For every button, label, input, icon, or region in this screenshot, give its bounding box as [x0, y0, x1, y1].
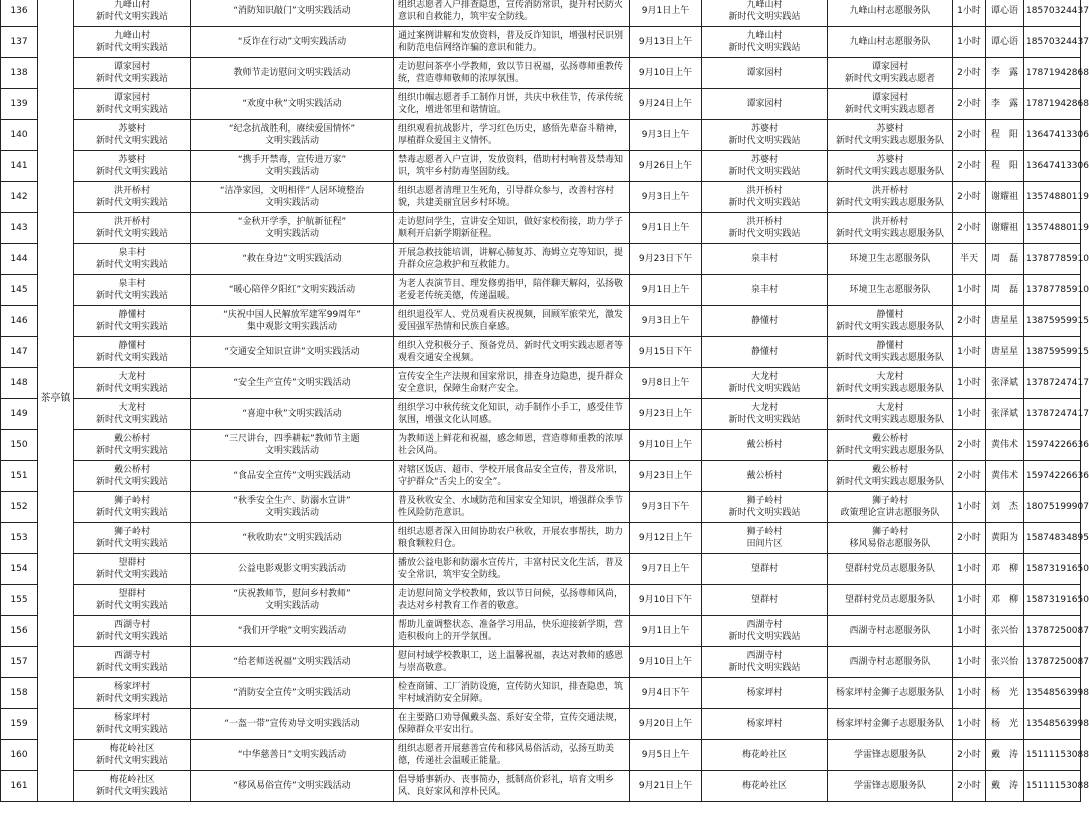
row-number-cell: 152 — [1, 492, 38, 523]
contact-person-cell: 黄伟术 — [986, 430, 1024, 461]
practice-site-cell: 梅花岭社区 新时代文明实践站 — [74, 771, 191, 802]
volunteer-team-cell: 大龙村 新时代文明实践志愿服务队 — [828, 399, 953, 430]
activity-time-cell: 9月4日下午 — [630, 678, 702, 709]
phone-cell: 18570324437 — [1024, 27, 1081, 58]
activity-name-cell: “欢度中秋”文明实践活动 — [191, 89, 394, 120]
table-row — [1, 616, 1081, 647]
phone-cell: 15974226636 — [1024, 430, 1081, 461]
contact-person-cell: 唐星星 — [986, 337, 1024, 368]
duration-cell: 2小时 — [953, 740, 986, 771]
activity-place-cell: 西湖寺村 新时代文明实践站 — [702, 647, 828, 678]
activity-name-cell: “庆祝教师节，慰问乡村教师” 文明实践活动 — [191, 585, 394, 616]
activity-place-cell: 西湖寺村 新时代文明实践站 — [702, 616, 828, 647]
phone-cell: 17871942868 — [1024, 58, 1081, 89]
volunteer-team-cell: 杨家坪村金狮子志愿服务队 — [828, 678, 953, 709]
contact-person-cell: 程 阳 — [986, 151, 1024, 182]
row-number-cell: 160 — [1, 740, 38, 771]
phone-cell: 13574880119 — [1024, 182, 1081, 213]
volunteer-team-cell: 环境卫生志愿服务队 — [828, 244, 953, 275]
volunteer-team-cell: 苏婆村 新时代文明实践志愿服务队 — [828, 151, 953, 182]
activity-content-cell: 为老人表演节目、理发修剪指甲，陪伴聊天解闷，弘扬敬老爱老传统美德，传递温暖。 — [394, 275, 630, 306]
duration-cell: 1小时 — [953, 554, 986, 585]
phone-cell: 13787785910 — [1024, 275, 1081, 306]
table-row — [1, 244, 1081, 275]
activity-content-cell: 检查商铺、工厂消防设施，宣传防火知识，排查隐患，筑牢村域消防安全屏障。 — [394, 678, 630, 709]
duration-cell: 1小时 — [953, 27, 986, 58]
activity-time-cell: 9月24日上午 — [630, 89, 702, 120]
phone-cell: 13875959915 — [1024, 337, 1081, 368]
contact-person-cell: 周 磊 — [986, 275, 1024, 306]
contact-person-cell: 刘 杰 — [986, 492, 1024, 523]
practice-site-cell: 九峰山村 新时代文明实践站 — [74, 0, 191, 27]
contact-person-cell: 张兴怡 — [986, 616, 1024, 647]
activity-content-cell: 走访慰问茶亭小学教师，致以节日祝福，弘扬尊师重教传统，营造尊师敬师的浓厚氛围。 — [394, 58, 630, 89]
activity-content-cell: 组织入党积极分子、预备党员、新时代文明实践志愿者等观看交通安全视频。 — [394, 337, 630, 368]
activity-name-cell: “三尺讲台，四季耕耘”教师节主题 文明实践活动 — [191, 430, 394, 461]
table-row — [1, 771, 1081, 802]
contact-person-cell: 唐星星 — [986, 306, 1024, 337]
activity-content-cell: 开展急救技能培训，讲解心肺复苏、海姆立克等知识，提升群众应急救护和互救能力。 — [394, 244, 630, 275]
activity-name-cell: “携手开禁毒，宣传进万家” 文明实践活动 — [191, 151, 394, 182]
table-row — [1, 585, 1081, 616]
row-number-cell: 149 — [1, 399, 38, 430]
phone-cell: 13787250087 — [1024, 647, 1081, 678]
row-number-cell: 147 — [1, 337, 38, 368]
activity-place-cell: 望群村 — [702, 554, 828, 585]
phone-cell: 13787250087 — [1024, 616, 1081, 647]
contact-person-cell: 戴 涛 — [986, 771, 1024, 802]
duration-cell: 2小时 — [953, 461, 986, 492]
activity-content-cell: 帮助儿童调整状态、准备学习用品，快乐迎接新学期，营造积极向上的开学氛围。 — [394, 616, 630, 647]
activity-content-cell: 组织巾帼志愿者手工制作月饼，共庆中秋佳节，传承传统文化，增进邻里和谐情谊。 — [394, 89, 630, 120]
volunteer-team-cell: 谭家园村 新时代文明实践志愿者 — [828, 89, 953, 120]
table-row — [1, 461, 1081, 492]
row-number-cell: 142 — [1, 182, 38, 213]
contact-person-cell: 谭心语 — [986, 0, 1024, 27]
duration-cell: 2小时 — [953, 430, 986, 461]
activity-content-cell: 组织志愿者深入田间协助农户秋收，开展农事帮扶，助力粮食颗粒归仓。 — [394, 523, 630, 554]
activity-time-cell: 9月20日上午 — [630, 709, 702, 740]
phone-cell: 13787247417 — [1024, 368, 1081, 399]
phone-cell: 13548563998 — [1024, 678, 1081, 709]
activity-name-cell: 教师节走访慰问文明实践活动 — [191, 58, 394, 89]
contact-person-cell: 周 磊 — [986, 244, 1024, 275]
table-row — [1, 647, 1081, 678]
activity-place-cell: 苏婆村 新时代文明实践站 — [702, 120, 828, 151]
activity-place-cell: 杨家坪村 — [702, 709, 828, 740]
phone-cell: 13548563998 — [1024, 709, 1081, 740]
contact-person-cell: 戴 涛 — [986, 740, 1024, 771]
activity-content-cell: 普及秋收安全、水域防范和国家安全知识，增强群众季节性风险防范意识。 — [394, 492, 630, 523]
activity-name-cell: “庆祝中国人民解放军建军99周年” 集中观影文明实践活动 — [191, 306, 394, 337]
practice-site-cell: 泉丰村 新时代文明实践站 — [74, 275, 191, 306]
activity-content-cell: 走访慰问学生，宣讲安全知识，做好家校衔接，助力学子顺利开启新学期新征程。 — [394, 213, 630, 244]
duration-cell: 1小时 — [953, 337, 986, 368]
activity-name-cell: 公益电影观影文明实践活动 — [191, 554, 394, 585]
table-row — [1, 678, 1081, 709]
contact-person-cell: 李 露 — [986, 58, 1024, 89]
table-row — [1, 337, 1081, 368]
row-number-cell: 138 — [1, 58, 38, 89]
activity-content-cell: 播放公益电影和防溺水宣传片，丰富村民文化生活，普及安全常识，筑牢安全防线。 — [394, 554, 630, 585]
activity-time-cell: 9月3日上午 — [630, 120, 702, 151]
duration-cell: 2小时 — [953, 120, 986, 151]
activity-content-cell: 组织学习中秋传统文化知识，动手制作小手工，感受佳节氛围，增强文化认同感。 — [394, 399, 630, 430]
duration-cell: 1小时 — [953, 585, 986, 616]
town-name-cell: 茶亭镇 — [38, 0, 74, 802]
phone-cell: 15873191650 — [1024, 554, 1081, 585]
activity-name-cell: “喜迎中秋”文明实践活动 — [191, 399, 394, 430]
practice-site-cell: 狮子岭村 新时代文明实践站 — [74, 523, 191, 554]
activity-time-cell: 9月7日上午 — [630, 554, 702, 585]
activity-place-cell: 梅花岭社区 — [702, 771, 828, 802]
activity-time-cell: 9月10日下午 — [630, 585, 702, 616]
phone-cell: 13574880119 — [1024, 213, 1081, 244]
activity-name-cell: “安全生产宣传”文明实践活动 — [191, 368, 394, 399]
duration-cell: 1小时 — [953, 399, 986, 430]
table-row — [1, 306, 1081, 337]
table-row — [1, 120, 1081, 151]
activity-name-cell: “一盔一带”宣传劝导文明实践活动 — [191, 709, 394, 740]
volunteer-team-cell: 苏婆村 新时代文明实践志愿服务队 — [828, 120, 953, 151]
activity-place-cell: 梅花岭社区 — [702, 740, 828, 771]
activity-name-cell: “消防知识敲门”文明实践活动 — [191, 0, 394, 27]
activity-place-cell: 戴公桥村 — [702, 430, 828, 461]
phone-cell: 13647413306 — [1024, 120, 1081, 151]
volunteer-team-cell: 环境卫生志愿服务队 — [828, 275, 953, 306]
contact-person-cell: 邓 柳 — [986, 554, 1024, 585]
contact-person-cell: 黄伟术 — [986, 461, 1024, 492]
activity-content-cell: 在主要路口劝导佩戴头盔、系好安全带，宣传交通法规，保障群众平安出行。 — [394, 709, 630, 740]
activity-place-cell: 泉丰村 — [702, 244, 828, 275]
activity-name-cell: “我们开学啦”文明实践活动 — [191, 616, 394, 647]
activity-place-cell: 戴公桥村 — [702, 461, 828, 492]
activity-time-cell: 9月3日下午 — [630, 492, 702, 523]
practice-site-cell: 望群村 新时代文明实践站 — [74, 585, 191, 616]
row-number-cell: 141 — [1, 151, 38, 182]
activity-name-cell: “给老师送祝福”文明实践活动 — [191, 647, 394, 678]
volunteer-team-cell: 望群村党员志愿服务队 — [828, 554, 953, 585]
duration-cell: 1小时 — [953, 0, 986, 27]
practice-site-cell: 静懂村 新时代文明实践站 — [74, 306, 191, 337]
volunteer-team-cell: 狮子岭村 移风易俗志愿服务队 — [828, 523, 953, 554]
activity-name-cell: “洁净家园，文明相伴”人居环境整治 文明实践活动 — [191, 182, 394, 213]
activity-time-cell: 9月23日上午 — [630, 399, 702, 430]
volunteer-team-cell: 静懂村 新时代文明实践志愿服务队 — [828, 306, 953, 337]
duration-cell: 1小时 — [953, 275, 986, 306]
phone-cell: 17871942868 — [1024, 89, 1081, 120]
activity-place-cell: 谭家园村 — [702, 89, 828, 120]
contact-person-cell: 张泽斌 — [986, 368, 1024, 399]
activity-content-cell: 通过案例讲解和发放资料，普及反诈知识，增强村民识别和防范电信网络诈骗的意识和能力。 — [394, 27, 630, 58]
phone-cell: 13787247417 — [1024, 399, 1081, 430]
row-number-cell: 157 — [1, 647, 38, 678]
practice-site-cell: 苏婆村 新时代文明实践站 — [74, 151, 191, 182]
activity-place-cell: 洪开桥村 新时代文明实践站 — [702, 182, 828, 213]
activity-content-cell: 组织志愿者开展慈善宣传和移风易俗活动，弘扬互助美德，传递社会温暖正能量。 — [394, 740, 630, 771]
practice-site-cell: 洪开桥村 新时代文明实践站 — [74, 213, 191, 244]
row-number-cell: 159 — [1, 709, 38, 740]
activity-name-cell: “交通安全知识宣讲”文明实践活动 — [191, 337, 394, 368]
activity-content-cell: 走访慰问简文学校教师，致以节日问候，弘扬尊师风尚，表达对乡村教育工作者的敬意。 — [394, 585, 630, 616]
contact-person-cell: 杨 光 — [986, 678, 1024, 709]
table-row — [1, 399, 1081, 430]
row-number-cell: 161 — [1, 771, 38, 802]
duration-cell: 2小时 — [953, 306, 986, 337]
table-row — [1, 430, 1081, 461]
activity-content-cell: 对辖区饭店、超市、学校开展食品安全宣传，普及常识，守护群众“舌尖上的安全”。 — [394, 461, 630, 492]
activity-content-cell: 宣传安全生产法规和国家常识，排查身边隐患，提升群众安全意识，保障生命财产安全。 — [394, 368, 630, 399]
activity-place-cell: 狮子岭村 田间片区 — [702, 523, 828, 554]
row-number-cell: 143 — [1, 213, 38, 244]
volunteer-team-cell: 谭家园村 新时代文明实践志愿者 — [828, 58, 953, 89]
phone-cell: 15111153088 — [1024, 771, 1081, 802]
phone-cell: 13647413306 — [1024, 151, 1081, 182]
table-row — [1, 275, 1081, 306]
row-number-cell: 139 — [1, 89, 38, 120]
activity-name-cell: “秋收助农”文明实践活动 — [191, 523, 394, 554]
duration-cell: 半天 — [953, 244, 986, 275]
activity-place-cell: 谭家园村 — [702, 58, 828, 89]
phone-cell: 15874834895 — [1024, 523, 1081, 554]
activity-place-cell: 杨家坪村 — [702, 678, 828, 709]
table-body — [1, 0, 1089, 802]
duration-cell: 1小时 — [953, 709, 986, 740]
phone-cell: 13787785910 — [1024, 244, 1081, 275]
activity-place-cell: 静懂村 — [702, 337, 828, 368]
practice-site-cell: 苏婆村 新时代文明实践站 — [74, 120, 191, 151]
practice-site-cell: 杨家坪村 新时代文明实践站 — [74, 678, 191, 709]
activity-name-cell: “金秋开学季，护航新征程” 文明实践活动 — [191, 213, 394, 244]
practice-site-cell: 杨家坪村 新时代文明实践站 — [74, 709, 191, 740]
activity-name-cell: “纪念抗战胜利，赓续爱国情怀” 文明实践活动 — [191, 120, 394, 151]
activity-place-cell: 望群村 — [702, 585, 828, 616]
row-number-cell: 144 — [1, 244, 38, 275]
row-number-cell: 154 — [1, 554, 38, 585]
activity-name-cell: “食品安全宣传”文明实践活动 — [191, 461, 394, 492]
activity-time-cell: 9月5日上午 — [630, 740, 702, 771]
practice-site-cell: 梅花岭社区 新时代文明实践站 — [74, 740, 191, 771]
activity-content-cell: 组织退役军人、党员观看庆祝视频，回顾军旅荣光，激发爱国强军热情和民族自豪感。 — [394, 306, 630, 337]
row-number-cell: 151 — [1, 461, 38, 492]
activity-name-cell: “反诈在行动”文明实践活动 — [191, 27, 394, 58]
row-number-cell: 155 — [1, 585, 38, 616]
contact-person-cell: 杨 光 — [986, 709, 1024, 740]
practice-site-cell: 静懂村 新时代文明实践站 — [74, 337, 191, 368]
phone-cell: 18075199907 — [1024, 492, 1081, 523]
duration-cell: 2小时 — [953, 58, 986, 89]
row-number-cell: 140 — [1, 120, 38, 151]
practice-site-cell: 狮子岭村 新时代文明实践站 — [74, 492, 191, 523]
duration-cell: 2小时 — [953, 151, 986, 182]
table-row — [1, 492, 1081, 523]
row-number-cell: 136 — [1, 0, 38, 27]
table-row — [1, 213, 1081, 244]
contact-person-cell: 谢耀祖 — [986, 182, 1024, 213]
activity-time-cell: 9月1日上午 — [630, 0, 702, 27]
practice-site-cell: 大龙村 新时代文明实践站 — [74, 368, 191, 399]
practice-site-cell: 望群村 新时代文明实践站 — [74, 554, 191, 585]
duration-cell: 1小时 — [953, 368, 986, 399]
duration-cell: 2小时 — [953, 182, 986, 213]
volunteer-team-cell: 大龙村 新时代文明实践志愿服务队 — [828, 368, 953, 399]
phone-cell: 18570324437 — [1024, 0, 1081, 27]
activity-name-cell: “秋季安全生产、防溺水宣讲” 文明实践活动 — [191, 492, 394, 523]
activity-place-cell: 静懂村 — [702, 306, 828, 337]
activity-time-cell: 9月21日上午 — [630, 771, 702, 802]
row-number-cell: 145 — [1, 275, 38, 306]
activity-time-cell: 9月8日上午 — [630, 368, 702, 399]
practice-site-cell: 洪开桥村 新时代文明实践站 — [74, 182, 191, 213]
volunteer-team-cell: 九峰山村志愿服务队 — [828, 27, 953, 58]
practice-site-cell: 谭家园村 新时代文明实践站 — [74, 58, 191, 89]
volunteer-team-cell: 洪开桥村 新时代文明实践志愿服务队 — [828, 182, 953, 213]
activity-time-cell: 9月23日上午 — [630, 461, 702, 492]
practice-site-cell: 大龙村 新时代文明实践站 — [74, 399, 191, 430]
row-number-cell: 156 — [1, 616, 38, 647]
activity-name-cell: “暖心陪伴夕阳红”文明实践活动 — [191, 275, 394, 306]
activity-time-cell: 9月3日上午 — [630, 182, 702, 213]
contact-person-cell: 程 阳 — [986, 120, 1024, 151]
volunteer-team-cell: 西湖寺村志愿服务队 — [828, 647, 953, 678]
table-row — [1, 368, 1081, 399]
duration-cell: 2小时 — [953, 89, 986, 120]
row-number-cell: 137 — [1, 27, 38, 58]
phone-cell: 13875959915 — [1024, 306, 1081, 337]
row-number-cell: 146 — [1, 306, 38, 337]
duration-cell: 2小时 — [953, 771, 986, 802]
activity-place-cell: 大龙村 新时代文明实践站 — [702, 368, 828, 399]
duration-cell: 1小时 — [953, 492, 986, 523]
practice-site-cell: 戴公桥村 新时代文明实践站 — [74, 461, 191, 492]
activity-time-cell: 9月15日下午 — [630, 337, 702, 368]
volunteer-team-cell: 戴公桥村 新时代文明实践志愿服务队 — [828, 461, 953, 492]
volunteer-team-cell: 西湖寺村志愿服务队 — [828, 616, 953, 647]
phone-cell: 15873191650 — [1024, 585, 1081, 616]
activity-place-cell: 九峰山村 新时代文明实践站 — [702, 27, 828, 58]
duration-cell: 2小时 — [953, 523, 986, 554]
volunteer-team-cell: 九峰山村志愿服务队 — [828, 0, 953, 27]
activity-name-cell: “中华慈善日”文明实践活动 — [191, 740, 394, 771]
practice-site-cell: 九峰山村 新时代文明实践站 — [74, 27, 191, 58]
activity-content-cell: 禁毒志愿者入户宣讲，发放资料，借助村村响普及禁毒知识，筑牢乡村防毒坚固防线。 — [394, 151, 630, 182]
table-row — [1, 0, 1081, 27]
activity-time-cell: 9月10日上午 — [630, 430, 702, 461]
activity-time-cell: 9月23日下午 — [630, 244, 702, 275]
table-row — [1, 151, 1081, 182]
volunteer-team-cell: 狮子岭村 政策理论宣讲志愿服务队 — [828, 492, 953, 523]
volunteer-team-cell: 杨家坪村金狮子志愿服务队 — [828, 709, 953, 740]
volunteer-team-cell: 静懂村 新时代文明实践志愿服务队 — [828, 337, 953, 368]
contact-person-cell: 谭心语 — [986, 27, 1024, 58]
activity-time-cell: 9月12日上午 — [630, 523, 702, 554]
activity-name-cell: “消防安全宣传”文明实践活动 — [191, 678, 394, 709]
contact-person-cell: 黄阳为 — [986, 523, 1024, 554]
activity-time-cell: 9月1日上午 — [630, 213, 702, 244]
duration-cell: 1小时 — [953, 616, 986, 647]
activity-time-cell: 9月13日上午 — [630, 27, 702, 58]
table-row — [1, 523, 1081, 554]
activity-place-cell: 狮子岭村 新时代文明实践站 — [702, 492, 828, 523]
practice-site-cell: 西湖寺村 新时代文明实践站 — [74, 616, 191, 647]
activity-place-cell: 洪开桥村 新时代文明实践站 — [702, 213, 828, 244]
activity-time-cell: 9月3日上午 — [630, 306, 702, 337]
activity-place-cell: 九峰山村 新时代文明实践站 — [702, 0, 828, 27]
activity-place-cell: 大龙村 新时代文明实践站 — [702, 399, 828, 430]
table-row — [1, 58, 1081, 89]
activity-name-cell: “救在身边”文明实践活动 — [191, 244, 394, 275]
practice-site-cell: 戴公桥村 新时代文明实践站 — [74, 430, 191, 461]
row-number-cell: 150 — [1, 430, 38, 461]
table-row — [1, 554, 1081, 585]
contact-person-cell: 谢耀祖 — [986, 213, 1024, 244]
row-number-cell: 158 — [1, 678, 38, 709]
practice-site-cell: 泉丰村 新时代文明实践站 — [74, 244, 191, 275]
activity-content-cell: 倡导婚事新办、丧事简办，抵制高价彩礼，培育文明乡风、良好家风和淳朴民风。 — [394, 771, 630, 802]
volunteer-team-cell: 戴公桥村 新时代文明实践志愿服务队 — [828, 430, 953, 461]
practice-site-cell: 西湖寺村 新时代文明实践站 — [74, 647, 191, 678]
activity-time-cell: 9月26日上午 — [630, 151, 702, 182]
volunteer-team-cell: 学雷锋志愿服务队 — [828, 740, 953, 771]
contact-person-cell: 张泽斌 — [986, 399, 1024, 430]
duration-cell: 2小时 — [953, 213, 986, 244]
row-number-cell: 148 — [1, 368, 38, 399]
row-number-cell: 153 — [1, 523, 38, 554]
table-row — [1, 27, 1081, 58]
duration-cell: 1小时 — [953, 647, 986, 678]
activity-content-cell: 组织志愿者入户排查隐患，宣传消防常识，提升村民防火意识和自救能力，筑牢安全防线。 — [394, 0, 630, 27]
table-row — [1, 709, 1081, 740]
activity-content-cell: 慰问村域学校教职工，送上温馨祝福，表达对教师的感恩与崇高敬意。 — [394, 647, 630, 678]
duration-cell: 1小时 — [953, 678, 986, 709]
activity-time-cell: 9月10日上午 — [630, 58, 702, 89]
table-row — [1, 182, 1081, 213]
activity-time-cell: 9月10日上午 — [630, 647, 702, 678]
activity-time-cell: 9月1日上午 — [630, 616, 702, 647]
activity-name-cell: “移风易俗宣传”文明实践活动 — [191, 771, 394, 802]
phone-cell: 15111153088 — [1024, 740, 1081, 771]
table-row — [1, 89, 1081, 120]
activity-time-cell: 9月1日上午 — [630, 275, 702, 306]
activity-content-cell: 为教师送上鲜花和祝福，感念师恩，营造尊师重教的浓厚社会风尚。 — [394, 430, 630, 461]
practice-site-cell: 谭家园村 新时代文明实践站 — [74, 89, 191, 120]
activity-content-cell: 组织志愿者清理卫生死角，引导群众参与，改善村容村貌，共建美丽宜居乡村环境。 — [394, 182, 630, 213]
contact-person-cell: 邓 柳 — [986, 585, 1024, 616]
contact-person-cell: 李 露 — [986, 89, 1024, 120]
contact-person-cell: 张兴怡 — [986, 647, 1024, 678]
activity-place-cell: 苏婆村 新时代文明实践站 — [702, 151, 828, 182]
volunteer-team-cell: 洪开桥村 新时代文明实践志愿服务队 — [828, 213, 953, 244]
volunteer-team-cell: 望群村党员志愿服务队 — [828, 585, 953, 616]
table-row — [1, 740, 1081, 771]
volunteer-team-cell: 学雷锋志愿服务队 — [828, 771, 953, 802]
activity-content-cell: 组织观看抗战影片，学习红色历史，感悟先辈奋斗精神，厚植群众爱国主义情怀。 — [394, 120, 630, 151]
phone-cell: 15974226636 — [1024, 461, 1081, 492]
activity-place-cell: 泉丰村 — [702, 275, 828, 306]
